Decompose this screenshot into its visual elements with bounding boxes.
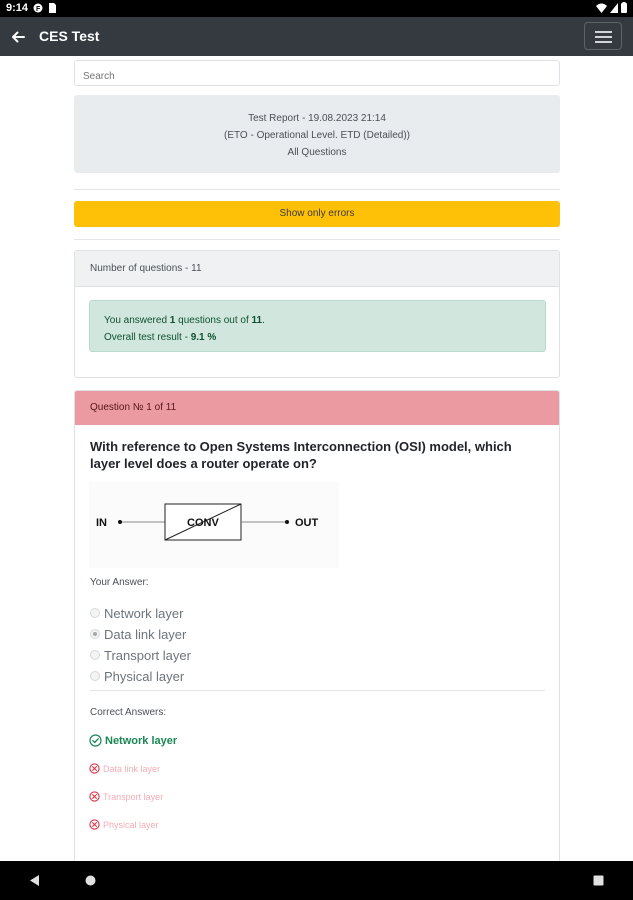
answered-mid: questions out of [175,315,252,326]
check-circle-icon [89,734,102,747]
option-label: Data link layer [104,626,187,642]
question-text: With reference to Open Systems Interconnection (OSI) model, which layer level does a router operate on? [90,439,512,471]
divider [74,189,560,190]
answer-label: Physical layer [103,819,159,830]
status-time: 9:14 [6,2,29,14]
radio-button[interactable] [90,608,100,618]
option-label: Physical layer [104,668,185,684]
summary-card [74,250,560,378]
radio-button[interactable] [90,671,100,681]
menu-line [595,31,612,33]
question-diagram [89,482,339,568]
total-count: 11 [251,315,263,326]
svg-text:F: F [36,6,41,13]
x-circle-icon [89,763,100,774]
answered-count: 1 [169,315,176,326]
status-bar [0,0,633,17]
app-bar [0,17,633,56]
answer-label: Network layer [105,734,178,747]
divider [90,690,545,691]
report-subtitle: (ETO - Operational Level. ETD (Detailed)) [224,130,410,141]
result-value: 9.1 % [190,332,217,343]
app-notification-icon [33,3,43,13]
answer-physical-layer [89,819,159,830]
radio-button[interactable] [90,650,100,660]
report-scope: All Questions [287,147,347,158]
show-only-errors-button[interactable]: Show only errors [74,201,560,227]
x-circle-icon [89,791,100,802]
x-circle-icon [89,819,100,830]
answered-prefix: You answered [104,315,170,326]
battery-icon [621,2,627,13]
diagram-out-node [285,520,289,524]
menu-line [595,36,612,38]
question-card [74,390,560,861]
search-input[interactable] [74,60,560,86]
answer-network-layer [89,734,177,747]
answer-data-link-layer [89,763,160,774]
diagram-in-label: IN [96,517,107,529]
option-label: Transport layer [104,647,191,663]
diagram-in-node [118,520,122,524]
diagram-out-label: OUT [295,517,319,529]
option-data-link-layer[interactable] [90,625,186,643]
menu-line [595,41,612,43]
option-label: Network layer [104,605,184,621]
answered-suffix: . [262,315,265,326]
result-prefix: Overall test result - [104,332,191,343]
back-triangle-icon[interactable] [28,874,40,887]
diagram-box-label: CONV [187,517,219,529]
main-content [74,56,560,861]
home-circle-icon[interactable] [85,875,96,886]
app-title: CES Test [39,28,100,44]
question-header: Question № 1 of 11 [75,391,559,425]
status-icons [596,2,627,13]
sim-card-icon [47,3,57,13]
radio-button-selected[interactable] [90,629,100,639]
your-answer-label: Your Answer: [90,577,149,588]
option-network-layer[interactable] [90,604,183,622]
result-line [104,329,545,346]
report-title: Test Report - 19.08.2023 21:14 [248,113,386,124]
answer-label: Transport layer [103,791,164,802]
divider [74,239,560,240]
recents-square-icon[interactable] [593,875,604,886]
signal-icon [610,3,618,13]
summary-header: Number of questions - 11 [75,251,559,287]
system-nav-bar [0,861,633,900]
back-arrow-icon[interactable] [9,28,27,46]
option-transport-layer[interactable] [90,646,191,664]
option-physical-layer[interactable] [90,667,184,685]
hamburger-menu-button[interactable] [584,22,622,50]
answered-line [104,312,545,329]
test-report-panel [74,95,560,173]
correct-answers-label: Correct Answers: [90,707,167,718]
answer-label: Data link layer [103,763,161,774]
result-alert [89,300,546,352]
answer-transport-layer [89,791,163,802]
wifi-icon [596,3,607,13]
